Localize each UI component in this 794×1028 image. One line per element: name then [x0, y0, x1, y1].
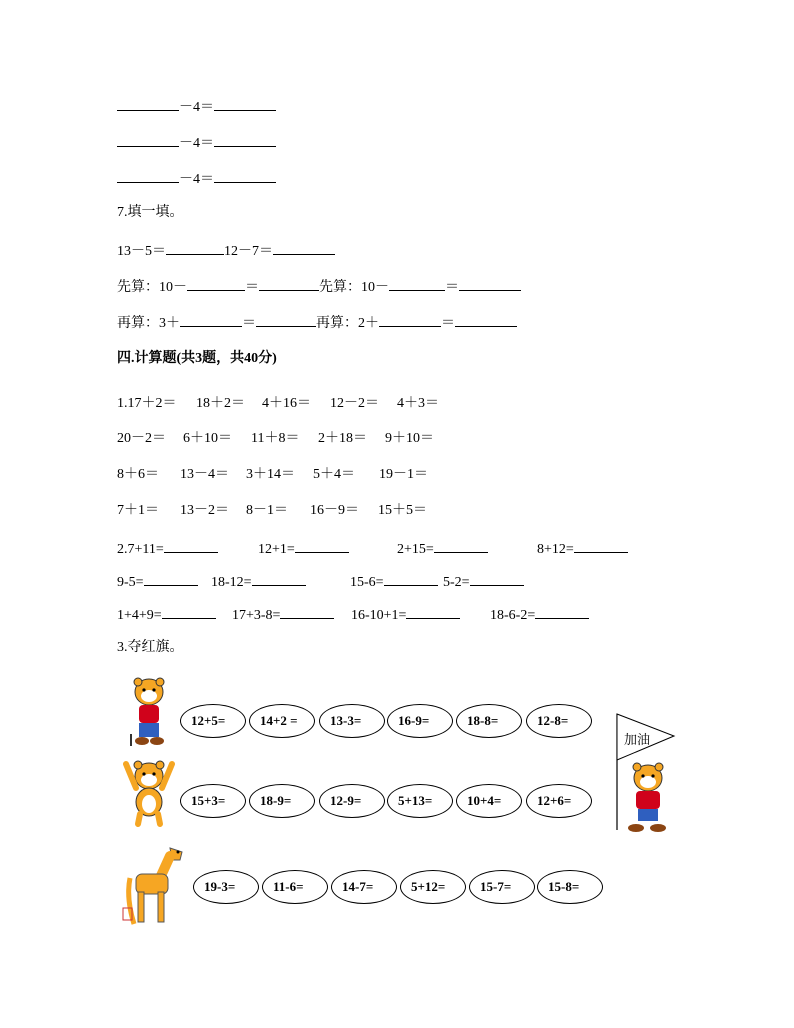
calc-item: 9-5=	[117, 571, 198, 592]
calc-item: 15-6=	[350, 571, 438, 592]
flag-row3-oval[interactable]: 11-6=	[262, 870, 328, 904]
answer-blank[interactable]	[455, 312, 517, 327]
flag-row3-oval[interactable]: 5+12=	[400, 870, 466, 904]
answer-blank[interactable]	[434, 538, 488, 553]
expression-text: －4＝	[179, 136, 214, 151]
blank-row-3	[117, 168, 276, 189]
flag-row1-oval[interactable]: 14+2 =	[249, 704, 315, 738]
q3-title: 3.夺红旗。	[117, 640, 184, 655]
answer-blank[interactable]	[384, 571, 438, 586]
expression-text: 13－5＝	[117, 244, 166, 259]
flag-text: 加油	[624, 733, 651, 748]
answer-blank[interactable]	[214, 96, 276, 111]
answer-blank[interactable]	[166, 240, 224, 255]
calc-item: 12+1=	[258, 538, 349, 559]
flag-row2-oval[interactable]: 18-9=	[249, 784, 315, 818]
answer-blank[interactable]	[214, 168, 276, 183]
calc-item: 18-6-2=	[490, 604, 589, 625]
calc-item: 4＋3＝	[397, 396, 439, 411]
calc-item: 16－9＝	[310, 503, 359, 518]
calc-item: 6＋10＝	[183, 431, 232, 446]
calc-item: 16-10+1=	[351, 604, 460, 625]
calc-item: 5＋4＝	[313, 467, 355, 482]
giraffe-cartoon-icon	[120, 838, 192, 930]
equals-text: ＝	[445, 280, 459, 295]
flag-row2-oval[interactable]: 12-9=	[319, 784, 385, 818]
q7-row-3	[117, 312, 517, 333]
expression-text: 再算：2＋	[316, 316, 379, 331]
section-4-title: 四.计算题(共3题，共40分)	[117, 351, 277, 366]
expression-text: 先算：10－	[319, 280, 389, 295]
calc-item: 8－1＝	[246, 503, 288, 518]
answer-blank[interactable]	[379, 312, 441, 327]
answer-blank[interactable]	[574, 538, 628, 553]
flag-row1-oval[interactable]: 13-3=	[319, 704, 385, 738]
calc-item: 18＋2＝	[196, 396, 245, 411]
answer-blank[interactable]	[252, 571, 306, 586]
expression-text: 再算：3＋	[117, 316, 180, 331]
calc-item: 12－2＝	[330, 396, 379, 411]
answer-blank[interactable]	[164, 538, 218, 553]
calc-item: 9＋10＝	[385, 431, 434, 446]
expression-text: －4＝	[179, 172, 214, 187]
calc-item: 8+12=	[537, 538, 628, 559]
calc-item: 11＋8＝	[251, 431, 300, 446]
calc-item: 17+3-8=	[232, 604, 334, 625]
flag-row1-oval[interactable]: 18-8=	[456, 704, 522, 738]
q7-title: 7.填一填。	[117, 205, 184, 220]
answer-blank[interactable]	[273, 240, 335, 255]
flag-row2-oval[interactable]: 5+13=	[387, 784, 453, 818]
answer-blank[interactable]	[117, 132, 179, 147]
answer-blank[interactable]	[187, 276, 245, 291]
calc-item: 3＋14＝	[246, 467, 295, 482]
flag-row2-oval[interactable]: 15+3=	[180, 784, 246, 818]
calc-item: 13－2＝	[180, 503, 229, 518]
calc-item: 19－1＝	[379, 467, 428, 482]
flag-row3-oval[interactable]: 14-7=	[331, 870, 397, 904]
calc-item: 20－2＝	[117, 431, 166, 446]
flag-row1-oval[interactable]: 12-8=	[526, 704, 592, 738]
tiger-cartoon-icon	[127, 676, 171, 748]
answer-blank[interactable]	[214, 132, 276, 147]
calc-item: 1+4+9=	[117, 604, 216, 625]
calc-item: 8＋6＝	[117, 467, 159, 482]
answer-blank[interactable]	[459, 276, 521, 291]
answer-blank[interactable]	[259, 276, 319, 291]
q7-row-2	[117, 276, 521, 297]
answer-blank[interactable]	[162, 604, 216, 619]
tiger-cartoon-icon	[622, 762, 672, 836]
blank-row-1	[117, 96, 276, 117]
answer-blank[interactable]	[406, 604, 460, 619]
calc-item: 13－4＝	[180, 467, 229, 482]
expression-text: －4＝	[179, 100, 214, 115]
expression-text: 先算：10－	[117, 280, 187, 295]
answer-blank[interactable]	[295, 538, 349, 553]
q7-row-1	[117, 240, 335, 261]
calc-item: 5-2=	[443, 571, 524, 592]
flag-row2-oval[interactable]: 10+4=	[456, 784, 522, 818]
answer-blank[interactable]	[256, 312, 316, 327]
answer-blank[interactable]	[180, 312, 242, 327]
answer-blank[interactable]	[117, 96, 179, 111]
calc-item: 2.7+11=	[117, 538, 218, 559]
calc-item: 15＋5＝	[378, 503, 427, 518]
answer-blank[interactable]	[389, 276, 445, 291]
flag-row1-oval[interactable]: 16-9=	[387, 704, 453, 738]
blank-row-2	[117, 132, 276, 153]
flag-row3-oval[interactable]: 19-3=	[193, 870, 259, 904]
calc-item: 2+15=	[397, 538, 488, 559]
equals-text: ＝	[245, 280, 259, 295]
equals-text: ＝	[242, 316, 256, 331]
calc-item: 18-12=	[211, 571, 306, 592]
equals-text: ＝	[441, 316, 455, 331]
flag-row2-oval[interactable]: 12+6=	[526, 784, 592, 818]
tiger-cartoon-icon	[120, 758, 178, 828]
answer-blank[interactable]	[144, 571, 198, 586]
expression-text: 12－7＝	[224, 244, 273, 259]
flag-row1-oval[interactable]: 12+5=	[180, 704, 246, 738]
answer-blank[interactable]	[280, 604, 334, 619]
calc-item: 1.17＋2＝	[117, 396, 177, 411]
calc-item: 2＋18＝	[318, 431, 367, 446]
answer-blank[interactable]	[117, 168, 179, 183]
flag-row3-oval[interactable]: 15-8=	[537, 870, 603, 904]
flag-row3-oval[interactable]: 15-7=	[469, 870, 535, 904]
calc-item: 7＋1＝	[117, 503, 159, 518]
calc-item: 4＋16＝	[262, 396, 311, 411]
answer-blank[interactable]	[535, 604, 589, 619]
answer-blank[interactable]	[470, 571, 524, 586]
